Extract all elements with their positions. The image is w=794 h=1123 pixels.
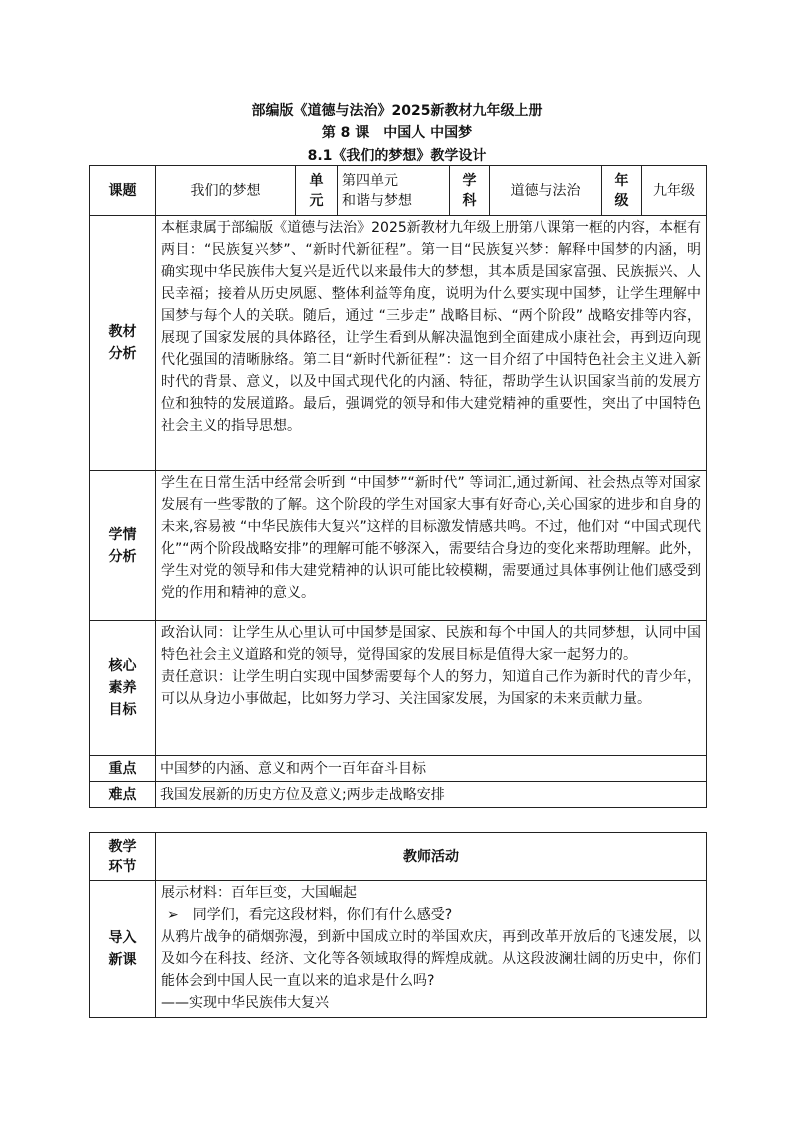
teacher-activity-label: 教师活动	[156, 833, 707, 881]
textbook-analysis-text: 本框隶属于部编版《道德与法治》2025新教材九年级上册第八课第一框的内容，本框有两目：“民族复兴梦”、“新时代新征程”。第一目“民族复兴梦：解释中国梦的内涵，明确实现中华民族伟大复兴是近代以来最伟大的梦想，其本质是国家富强、民族振兴、人民幸福；接着从历史夙愿、整体利益等角度，说明为什么要实现中国梦，让学生理解中国梦与每个人的关联。随后，通过 “三步走” 战略目标、“两个阶段” 战略安排等内容，展现了国家发展的具体路径，让学生看到从解决温饱到全面建成小康社会，再到迈向现代化强国的清晰脉络。第二目“新时代新征程”：这一目介绍了中国特色社会主义进入新时代的背景、意义，以及中国式现代化的内涵、特征，帮助学生认识国家当前的发展方位和独特的发展道路。最后，强调党的领导和伟大建党精神的重要性，突出了中国特色社会主义的指导思想。	[156, 216, 707, 471]
textbook-analysis-label: 教材 分析	[90, 216, 156, 471]
subject-label: 学 科	[450, 166, 490, 216]
difficult-point-row	[90, 782, 707, 808]
narrative-text: 从鸦片战争的硝烟弥漫，到新中国成立时的举国欢庆，再到改革开放后的飞速发展，以及如今在科技、经济、文化等各领域取得的辉煌成就。从这段波澜壮阔的历史中，你们能体会到中国人民一直以来的追求是什么吗?	[161, 929, 701, 989]
key-point-label: 重点	[90, 756, 156, 782]
process-header-row	[90, 833, 707, 881]
material-line: 展示材料：百年巨变，大国崛起	[161, 885, 357, 901]
topic-label: 课题	[90, 166, 156, 216]
question-item	[161, 904, 701, 926]
learner-analysis-text: 学生在日常生活中经常会听到 “中国梦”“新时代” 等词汇,通过新闻、社会热点等对国家发展有一些零散的了解。这个阶段的学生对国家大事有好奇心,关心国家的进步和自身的未来,容易被 “中华民族伟大复兴”这样的目标激发情感共鸣。不过，他们对 “中国式现代化”“两个阶段战略安排”的理解可能不够深入，需要结合身边的变化来帮助理解。此外，学生对党的领导和伟大建党精神的认识可能比较模糊，需要通过具体事例让他们感受到党的作用和精神的意义。	[156, 471, 707, 621]
topic-value: 我们的梦想	[156, 166, 296, 216]
unit-label: 单 元	[296, 166, 338, 216]
intro-label: 导入 新课	[90, 881, 156, 1018]
info-row	[90, 166, 707, 216]
difficult-point-text: 我国发展新的历史方位及意义;两步走战略安排	[156, 782, 707, 808]
stage-label: 教学 环节	[90, 833, 156, 881]
learner-analysis-label: 学情 分析	[90, 471, 156, 621]
textbook-analysis-row	[90, 216, 707, 471]
intro-row	[90, 881, 707, 1018]
design-title: 8.1《我们的梦想》教学设计	[307, 148, 487, 164]
unit-value: 第四单元 和谐与梦想	[338, 166, 450, 216]
teaching-process-table	[89, 832, 707, 1018]
core-literacy-row	[90, 621, 707, 756]
key-point-text: 中国梦的内涵、意义和两个一百年奋斗目标	[156, 756, 707, 782]
learner-analysis-row	[90, 471, 707, 621]
key-point-row	[90, 756, 707, 782]
lesson-title: 第 8 课 中国人 中国梦	[321, 125, 473, 141]
grade-value: 九年级	[642, 166, 707, 216]
question-text: 同学们，看完这段材料，你们有什么感受?	[192, 907, 453, 923]
core-literacy-text: 政治认同：让学生从心里认可中国梦是国家、民族和每个中国人的共同梦想，认同中国特色社会主义道路和党的领导，觉得国家的发展目标是值得大家一起努力的。 责任意识：让学生明白实现中国梦需要每个人的努力，知道自己作为新时代的青少年，可以从身边小事做起，比如努力学习、关注国家发展，为国家的未来贡献力量。	[156, 621, 707, 756]
difficult-point-label: 难点	[90, 782, 156, 808]
answer-text: ——实现中华民族伟大复兴	[161, 995, 329, 1011]
arrow-bullet-icon: ➢	[167, 907, 179, 923]
intro-content	[156, 881, 707, 1018]
grade-label: 年 级	[602, 166, 642, 216]
doc-title: 部编版《道德与法治》2025新教材九年级上册	[251, 103, 543, 119]
lesson-info-table	[89, 165, 707, 808]
subject-value: 道德与法治	[490, 166, 602, 216]
core-literacy-label: 核心 素养 目标	[90, 621, 156, 756]
